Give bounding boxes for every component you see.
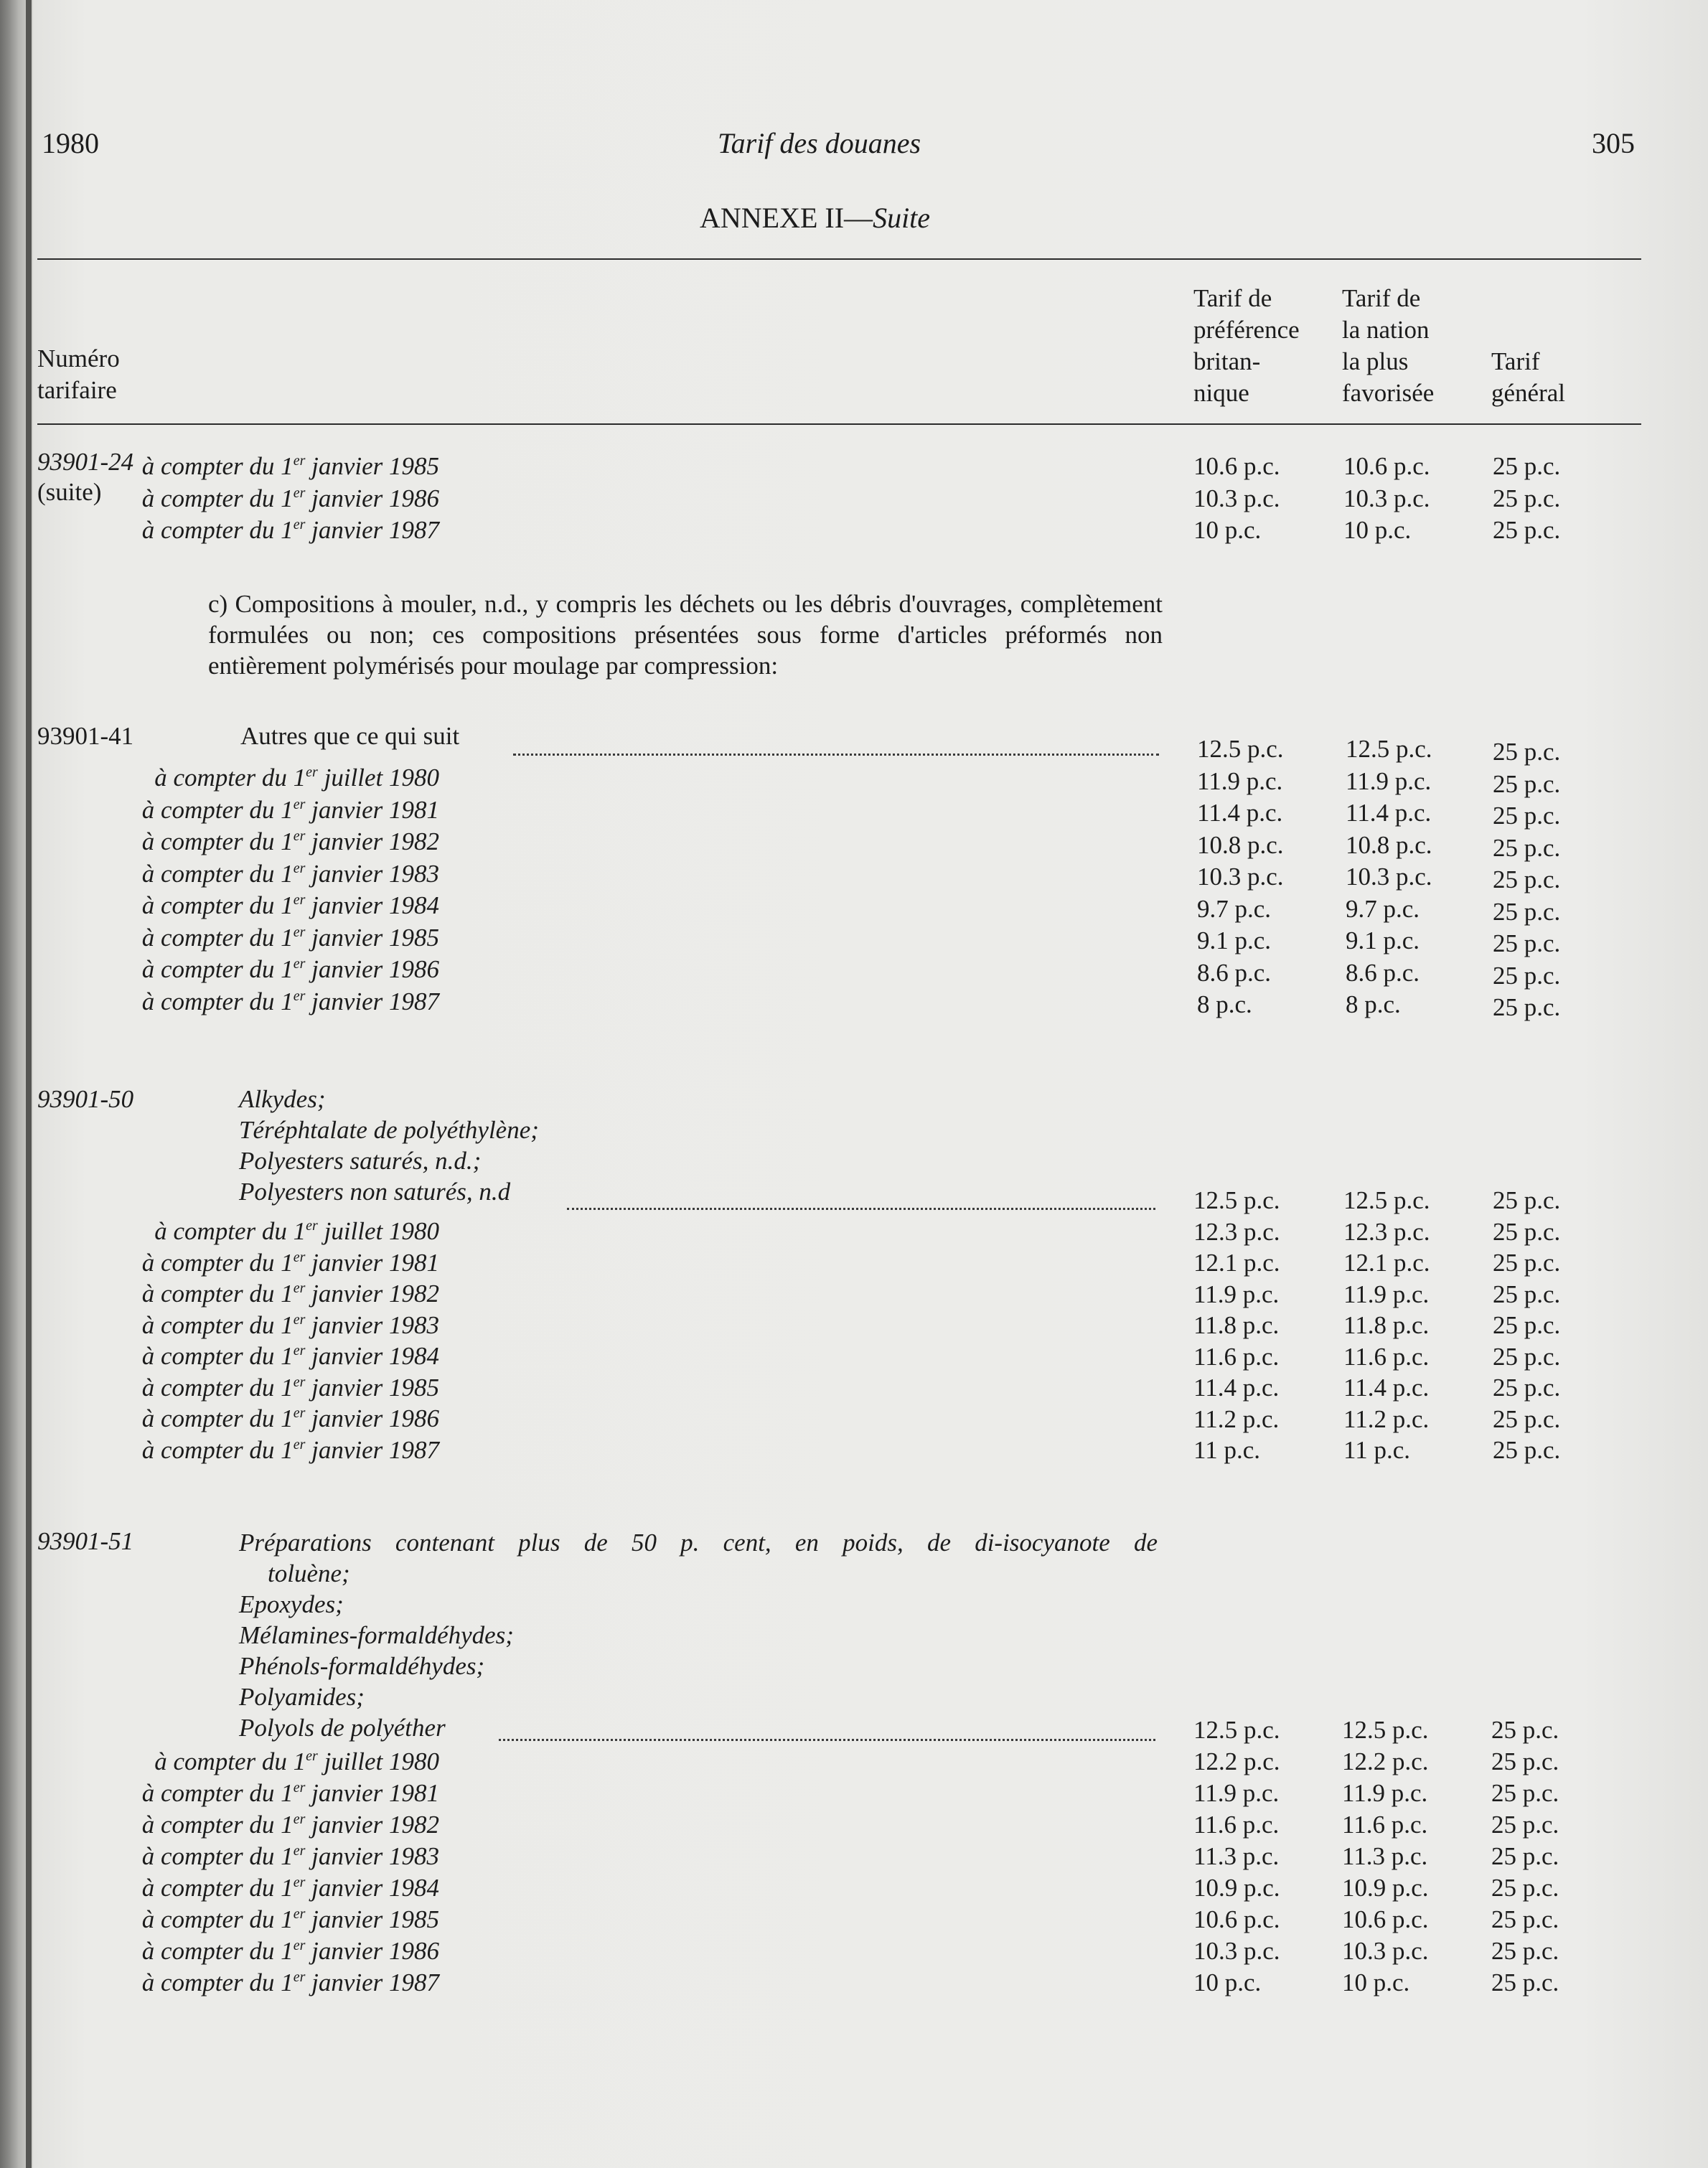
rate-cell: 11.4 p.c. [1193, 1374, 1280, 1402]
rate-cell: 25 p.c. [1493, 1217, 1561, 1246]
rate-cell: 10.6 p.c. [1343, 452, 1430, 480]
description-line: Epoxydes; [239, 1590, 344, 1618]
rate-cell: 8 p.c. [1197, 990, 1252, 1018]
rate-cell: 25 p.c. [1493, 1342, 1561, 1371]
rate-cell: 25 p.c. [1493, 897, 1561, 926]
rate-cell: 12.5 p.c. [1197, 735, 1284, 763]
tariff-number-note: (suite) [37, 478, 102, 506]
item-description: Autres que ce qui suit [240, 722, 460, 750]
rate-cell: 12.3 p.c. [1343, 1217, 1430, 1246]
rate-cell: 10.6 p.c. [1193, 452, 1280, 480]
rate-cell: 25 p.c. [1491, 1968, 1559, 1996]
rate-cell: 11.6 p.c. [1343, 1342, 1430, 1371]
rate-cell: 12.1 p.c. [1343, 1249, 1430, 1277]
rate-cell: 11 p.c. [1193, 1436, 1260, 1464]
tariff-number-93901-41: 93901-41 [37, 722, 134, 750]
rate-cell: 25 p.c. [1493, 1404, 1561, 1433]
leader-dots [513, 754, 1159, 756]
rate-cell: 11.4 p.c. [1197, 799, 1283, 827]
date-entry: à compter du 1er janvier 1983 [141, 1842, 439, 1870]
rate-cell: 10.6 p.c. [1342, 1905, 1429, 1933]
general-rates-93901-50 [1493, 1185, 1560, 1466]
rate-cell: 12.2 p.c. [1193, 1747, 1280, 1775]
col-head-british-line: préférence [1193, 316, 1300, 344]
date-entry: à compter du 1er janvier 1986 [141, 955, 439, 983]
rate-cell: 10.3 p.c. [1342, 1937, 1429, 1965]
rate-cell: 25 p.c. [1491, 1779, 1559, 1807]
rate-cell: 25 p.c. [1491, 1811, 1559, 1839]
date-entry: à compter du 1er juillet 1980 [154, 764, 439, 792]
rate-cell: 25 p.c. [1493, 1374, 1561, 1402]
date-list-93901-24 [142, 451, 439, 547]
description-line: Polyamides; [239, 1683, 365, 1711]
rate-cell: 11.6 p.c. [1193, 1811, 1280, 1839]
col-head-mfn-line: favorisée [1342, 379, 1435, 407]
rate-cell: 11.9 p.c. [1193, 1280, 1280, 1308]
rate-cell: 11.9 p.c. [1193, 1779, 1280, 1807]
rate-cell: 10 p.c. [1342, 1968, 1410, 1996]
item-description-93901-51 [239, 1527, 1158, 1743]
rate-cell: 10.3 p.c. [1343, 484, 1430, 512]
rate-cell: 11.3 p.c. [1342, 1842, 1428, 1870]
date-list-93901-51 [142, 1746, 439, 1999]
rate-cell: 11.6 p.c. [1342, 1811, 1428, 1839]
british-rates-93901-24 [1193, 451, 1280, 547]
rate-cell: 12.5 p.c. [1193, 1716, 1280, 1744]
col-head-general [1491, 346, 1565, 409]
col-head-british-line: nique [1193, 379, 1249, 407]
rate-cell: 10.3 p.c. [1193, 1937, 1280, 1965]
col-head-mfn-line: la nation [1342, 316, 1430, 344]
rate-cell: 25 p.c. [1493, 1280, 1561, 1308]
col-head-british-line: Tarif de [1193, 284, 1272, 312]
col-head-tariff-number-line: Numéro [37, 344, 120, 372]
rate-cell: 11.9 p.c. [1342, 1779, 1428, 1807]
date-entry: à compter du 1er janvier 1981 [141, 1779, 439, 1807]
rate-cell: 25 p.c. [1493, 929, 1561, 957]
rate-cell: 12.2 p.c. [1342, 1747, 1429, 1775]
rate-cell: 25 p.c. [1493, 1249, 1561, 1277]
tariff-number-93901-51: 93901-51 [37, 1527, 134, 1555]
rate-cell: 9.1 p.c. [1197, 926, 1272, 954]
date-entry: à compter du 1er juillet 1980 [154, 1217, 439, 1245]
rate-cell: 12.5 p.c. [1342, 1716, 1429, 1744]
date-entry: à compter du 1er janvier 1981 [141, 795, 439, 824]
rate-cell: 11 p.c. [1343, 1436, 1410, 1464]
rate-cell: 10.3 p.c. [1346, 863, 1432, 891]
rate-cell: 25 p.c. [1491, 1747, 1559, 1775]
rate-cell: 25 p.c. [1493, 452, 1561, 480]
rate-cell: 25 p.c. [1491, 1716, 1559, 1744]
header-title: Tarif des douanes [718, 127, 921, 159]
annex-title-suffix: Suite [873, 202, 931, 234]
header-year: 1980 [42, 127, 99, 159]
col-head-tariff-number [37, 343, 120, 406]
rate-cell: 25 p.c. [1491, 1874, 1559, 1902]
mfn-rates-93901-41 [1346, 733, 1432, 1021]
description-line: Polyesters saturés, n.d.; [239, 1147, 482, 1175]
rate-cell: 25 p.c. [1493, 1436, 1561, 1464]
rate-cell: 10.3 p.c. [1193, 484, 1280, 512]
book-spine-edge [26, 0, 32, 2168]
rate-cell: 10.9 p.c. [1193, 1874, 1280, 1902]
rate-cell: 11.9 p.c. [1343, 1280, 1430, 1308]
rate-cell: 11.2 p.c. [1343, 1404, 1430, 1433]
tariff-number-93901-50: 93901-50 [37, 1085, 134, 1113]
annex-title [700, 201, 930, 235]
mfn-rates-93901-50 [1343, 1185, 1430, 1466]
description-line: Polyols de polyéther [239, 1714, 446, 1742]
description-line: Alkydes; [239, 1085, 326, 1113]
date-entry: à compter du 1er janvier 1982 [141, 827, 439, 855]
date-entry: à compter du 1er janvier 1987 [141, 987, 439, 1015]
general-rates-93901-51 [1491, 1714, 1559, 1999]
date-entry: à compter du 1er janvier 1984 [141, 891, 439, 919]
rate-cell: 25 p.c. [1493, 833, 1561, 862]
rate-cell: 11.8 p.c. [1193, 1311, 1280, 1339]
rate-cell: 12.1 p.c. [1193, 1249, 1280, 1277]
date-entry: à compter du 1er janvier 1986 [141, 1937, 439, 1965]
header-page-number: 305 [1592, 127, 1635, 159]
description-line: Polyesters non saturés, n.d [239, 1178, 511, 1206]
date-entry: à compter du 1er janvier 1982 [141, 1280, 439, 1308]
date-entry: à compter du 1er janvier 1986 [141, 484, 439, 512]
rate-cell: 8 p.c. [1346, 990, 1401, 1018]
date-entry: à compter du 1er janvier 1981 [141, 1248, 439, 1277]
general-rates-93901-41 [1493, 736, 1560, 1024]
date-entry: à compter du 1er janvier 1985 [141, 923, 439, 952]
rate-cell: 12.5 p.c. [1346, 735, 1432, 763]
section-c-description: c) Compositions à mouler, n.d., y compris les déchets ou les débris d'ouvrages, complètement formulées ou non; ces compositions présentées sous forme d'articles préformés non entièrement polymérisés pour moulage par compression: [208, 590, 1163, 680]
rate-cell: 9.1 p.c. [1346, 926, 1420, 954]
rate-cell: 11.4 p.c. [1343, 1374, 1430, 1402]
col-head-general-line: général [1491, 379, 1565, 407]
col-head-general-line: Tarif [1491, 347, 1540, 375]
rate-cell: 25 p.c. [1493, 738, 1561, 766]
rate-cell: 25 p.c. [1493, 516, 1561, 544]
col-head-mfn-line: la plus [1342, 347, 1409, 375]
annex-title-prefix: ANNEXE II— [700, 202, 873, 234]
general-rates-93901-24 [1493, 451, 1560, 547]
rate-cell: 25 p.c. [1493, 993, 1561, 1021]
date-entry: à compter du 1er janvier 1985 [141, 1905, 439, 1933]
rate-cell: 25 p.c. [1493, 769, 1561, 798]
description-line: Téréphtalate de polyéthylène; [239, 1116, 539, 1144]
british-rates-93901-50 [1193, 1185, 1280, 1466]
description-line: Préparations contenant plus de 50 p. cent, en poids, de di-isocyanote de [239, 1529, 1158, 1557]
date-entry: à compter du 1er juillet 1980 [154, 1747, 439, 1775]
col-head-tariff-number-line: tarifaire [37, 376, 117, 404]
date-entry: à compter du 1er janvier 1984 [141, 1874, 439, 1902]
table-top-rule [37, 258, 1641, 260]
british-rates-93901-41 [1197, 733, 1284, 1021]
col-head-british-line: britan- [1193, 347, 1261, 375]
rate-cell: 25 p.c. [1493, 865, 1561, 893]
date-entry: à compter du 1er janvier 1986 [141, 1404, 439, 1432]
rate-cell: 10 p.c. [1193, 516, 1262, 544]
rate-cell: 25 p.c. [1493, 484, 1561, 512]
rate-cell: 11.9 p.c. [1197, 766, 1283, 795]
rate-cell: 11.8 p.c. [1343, 1311, 1430, 1339]
rate-cell: 25 p.c. [1493, 1186, 1561, 1214]
col-head-mfn-line: Tarif de [1342, 284, 1421, 312]
rate-cell: 12.5 p.c. [1343, 1186, 1430, 1214]
rate-cell: 10.8 p.c. [1197, 830, 1284, 859]
rate-cell: 25 p.c. [1491, 1842, 1559, 1870]
rate-cell: 11.2 p.c. [1193, 1404, 1280, 1433]
leader-dots [499, 1739, 1155, 1741]
rate-cell: 11.4 p.c. [1346, 799, 1432, 827]
date-entry: à compter du 1er janvier 1984 [141, 1342, 439, 1370]
rate-cell: 9.7 p.c. [1346, 894, 1420, 923]
rate-cell: 10.3 p.c. [1197, 863, 1284, 891]
tariff-number-93901-24: 93901-24 [37, 448, 134, 476]
date-entry: à compter du 1er janvier 1987 [141, 1435, 439, 1464]
rate-cell: 9.7 p.c. [1197, 894, 1272, 923]
table-header-rule [37, 423, 1641, 425]
rate-cell: 12.5 p.c. [1193, 1186, 1280, 1214]
mfn-rates-93901-51 [1342, 1714, 1429, 1999]
rate-cell: 10.9 p.c. [1342, 1874, 1429, 1902]
leader-dots [567, 1208, 1155, 1210]
rate-cell: 10.6 p.c. [1193, 1905, 1280, 1933]
date-entry: à compter du 1er janvier 1983 [141, 1310, 439, 1339]
rate-cell: 25 p.c. [1493, 1311, 1561, 1339]
rate-cell: 11.9 p.c. [1346, 766, 1432, 795]
date-list-93901-50 [142, 1216, 439, 1465]
description-line: Phénols-formaldéhydes; [239, 1652, 485, 1680]
mfn-rates-93901-24 [1343, 451, 1430, 547]
col-head-most-favoured-nation [1342, 283, 1434, 409]
description-line: Mélamines-formaldéhydes; [239, 1621, 514, 1649]
rate-cell: 8.6 p.c. [1346, 958, 1420, 987]
date-entry: à compter du 1er janvier 1982 [141, 1811, 439, 1839]
date-entry: à compter du 1er janvier 1983 [141, 859, 439, 888]
date-entry: à compter du 1er janvier 1985 [141, 452, 439, 480]
rate-cell: 8.6 p.c. [1197, 958, 1272, 987]
rate-cell: 10 p.c. [1343, 516, 1412, 544]
rate-cell: 10 p.c. [1193, 1968, 1262, 1996]
rate-cell: 10.8 p.c. [1346, 830, 1432, 859]
description-line: toluène; [268, 1559, 350, 1587]
british-rates-93901-51 [1193, 1714, 1280, 1999]
item-description-93901-50 [239, 1084, 539, 1207]
date-entry: à compter du 1er janvier 1987 [141, 516, 439, 544]
rate-cell: 25 p.c. [1493, 961, 1561, 990]
rate-cell: 12.3 p.c. [1193, 1217, 1280, 1246]
rate-cell: 25 p.c. [1491, 1905, 1559, 1933]
col-head-british-preference [1193, 283, 1300, 409]
date-list-93901-41 [142, 762, 439, 1018]
rate-cell: 25 p.c. [1493, 802, 1561, 830]
rate-cell: 11.3 p.c. [1193, 1842, 1280, 1870]
date-entry: à compter du 1er janvier 1985 [141, 1373, 439, 1402]
date-entry: à compter du 1er janvier 1987 [141, 1968, 439, 1996]
rate-cell: 11.6 p.c. [1193, 1342, 1280, 1371]
rate-cell: 25 p.c. [1491, 1937, 1559, 1965]
